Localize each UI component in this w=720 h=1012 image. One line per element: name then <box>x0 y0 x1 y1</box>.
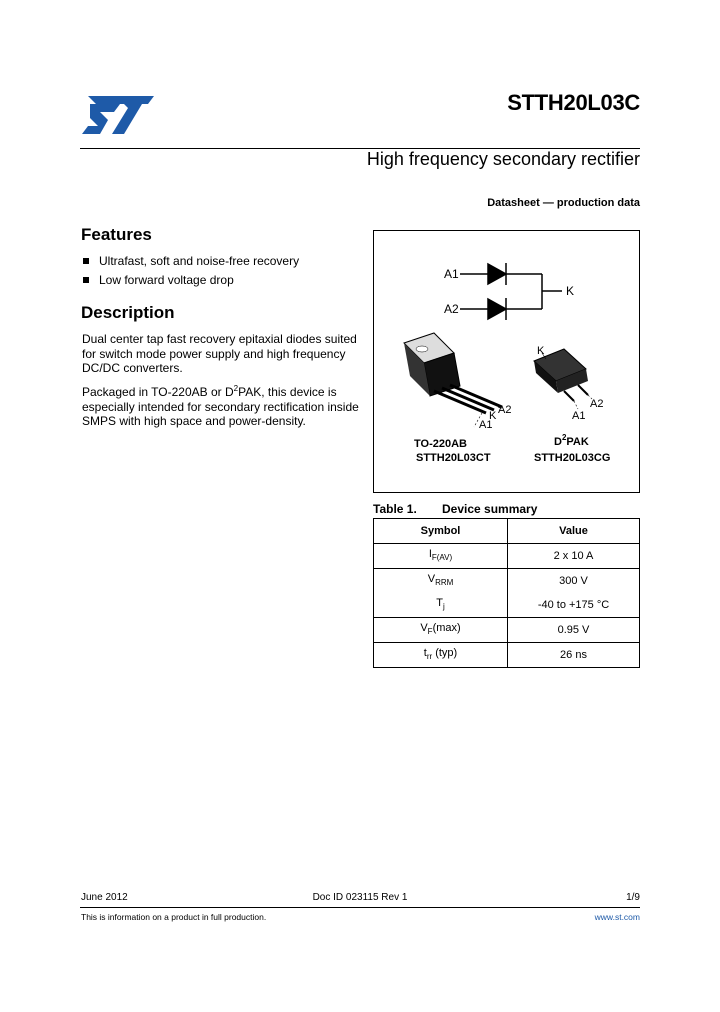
features-heading: Features <box>81 225 152 244</box>
device-figure <box>373 230 640 493</box>
to220-pin-a2: A2 <box>498 404 512 416</box>
part-number-title: STTH20L03C <box>507 90 640 115</box>
footer-doc-id: Doc ID 023115 Rev 1 <box>312 892 408 903</box>
footer-info-note: This is information on a product in full production. <box>81 912 267 922</box>
header-symbol: Symbol <box>374 519 508 544</box>
table-row <box>374 569 640 594</box>
page-subtitle: High frequency secondary rectifier <box>366 149 640 169</box>
schematic-and-packages <box>374 231 639 492</box>
feature-item: Low forward voltage drop <box>99 273 234 287</box>
table-header-row <box>374 519 640 544</box>
d2pak-pin-a2: A2 <box>590 398 604 410</box>
value-cell: -40 to +175 °C <box>508 593 640 618</box>
table-caption-title: Device summary <box>442 502 538 516</box>
symbol-cell: $V_F(\max)$ <box>374 618 508 643</box>
bullet-icon <box>83 277 89 283</box>
value-cell: 300 V <box>508 569 640 594</box>
footer-date: June 2012 <box>81 892 128 903</box>
d2pak-name: $D^2PAK$ <box>554 433 589 448</box>
d2pak-pin-a1: A1 <box>572 410 586 422</box>
diode-2-icon <box>488 299 506 319</box>
symbol-cell: $I_{F(AV)}$ <box>374 544 508 569</box>
feature-item: Ultrafast, soft and noise-free recovery <box>99 254 300 268</box>
header-value: Value <box>508 519 640 544</box>
label-k: K <box>566 284 575 298</box>
description-paragraph-2: Packaged in TO-220AB or $D^2PAK$, this device is especially intended for secondary rectification inside SMPS with high space and power-density. <box>82 384 359 428</box>
table-row <box>374 544 640 569</box>
st-logo <box>80 94 156 138</box>
to220-pin-k: K <box>489 410 497 422</box>
diode-schematic <box>460 263 562 320</box>
footer-rule <box>80 907 640 908</box>
description-heading: Description <box>81 303 175 322</box>
bullet-icon <box>83 258 89 264</box>
symbol-cell: $t_{rr}$ (typ) <box>374 643 508 668</box>
description-paragraph-1: Dual center tap fast recovery epitaxial diodes suited for switch mode power supply and high frequency DC/DC converters. <box>82 332 357 375</box>
footer-page: 1/9 <box>626 892 640 903</box>
diode-1-icon <box>488 264 506 284</box>
device-summary-table <box>373 518 640 668</box>
value-cell: 2 x 10 A <box>508 544 640 569</box>
symbol-cell: $V_{RRM}$ <box>374 569 508 594</box>
to220-package-icon <box>404 333 502 427</box>
label-a1: A1 <box>444 267 459 281</box>
d2pak-pin-k: K <box>537 345 545 357</box>
symbol-cell: $T_j$ <box>374 593 508 618</box>
footer-website-link[interactable]: www.st.com <box>594 912 640 922</box>
datasheet-note: Datasheet — production data <box>487 197 640 209</box>
table-row <box>374 593 640 618</box>
to220-part: STTH20L03CT <box>416 452 491 464</box>
logo-text: ST <box>80 94 82 95</box>
table-row <box>374 643 640 668</box>
table-caption-number: Table 1. <box>373 502 417 516</box>
table-row <box>374 618 640 643</box>
label-a2: A2 <box>444 302 459 316</box>
value-cell: 26 ns <box>508 643 640 668</box>
d2pak-package-icon <box>534 349 592 409</box>
to220-name: TO-220AB <box>414 438 467 450</box>
d2pak-part: STTH20L03CG <box>534 452 611 464</box>
to220-pin-a1: A1 <box>479 419 493 431</box>
value-cell: 0.95 V <box>508 618 640 643</box>
